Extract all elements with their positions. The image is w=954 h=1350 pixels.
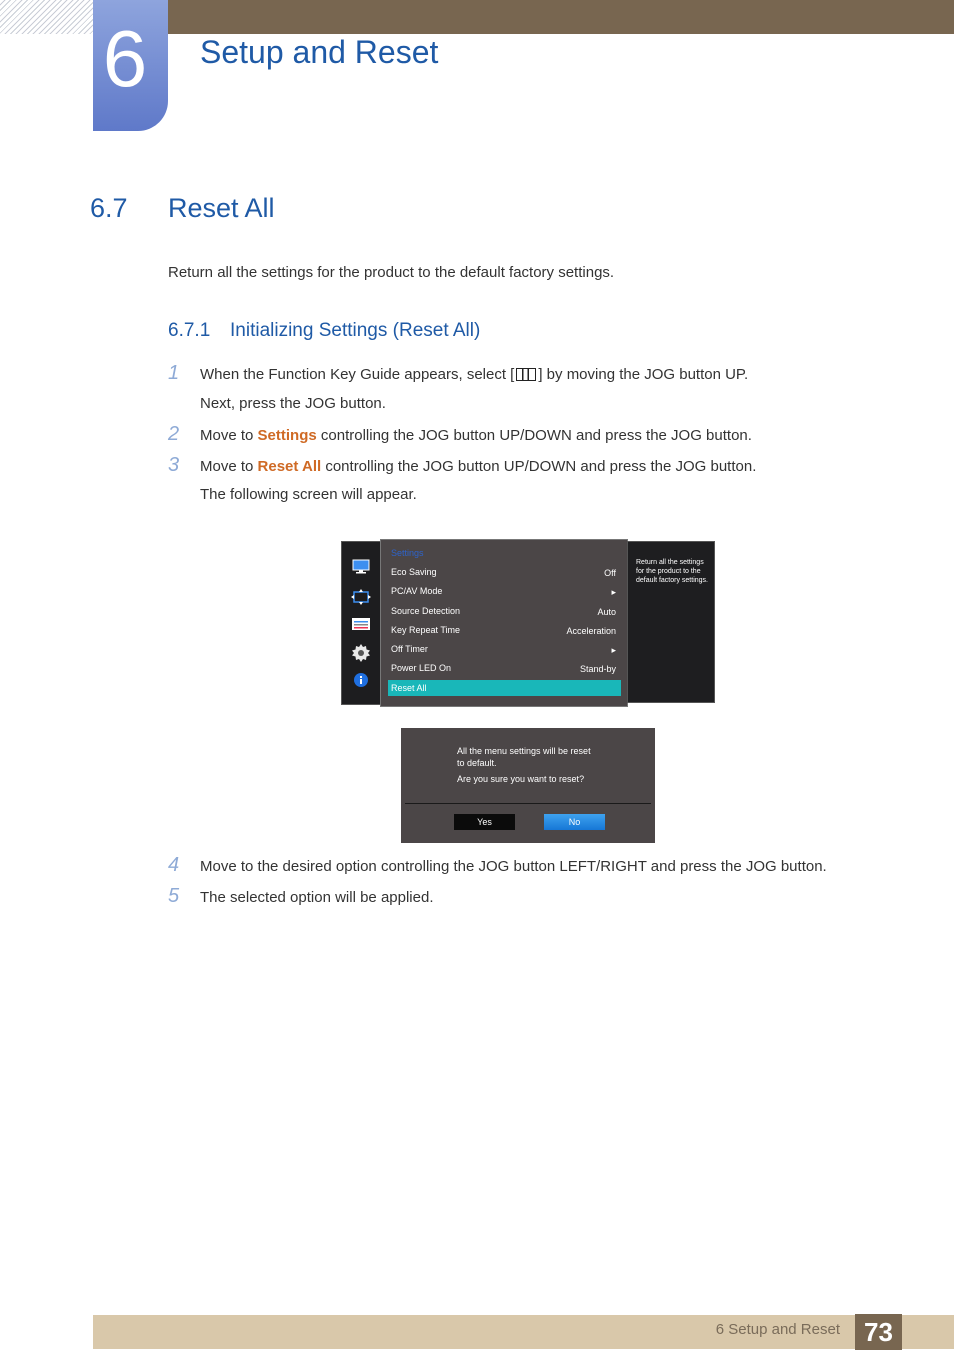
dialog-message-line: All the menu settings will be reset <box>457 746 591 756</box>
step-number-3: 3 <box>168 454 180 476</box>
osd-row-value: Acceleration <box>566 626 616 636</box>
osd-help-line: default factory settings. <box>636 577 708 584</box>
osd-settings-panel <box>380 539 628 707</box>
osd-row-value: Off <box>604 568 616 578</box>
step-text-3-after: controlling the JOG button UP/DOWN and press the JOG button. <box>321 458 757 475</box>
osd-row-value: Stand-by <box>579 664 616 674</box>
dialog-message-line: Are you sure you want to reset? <box>457 774 585 784</box>
osd-row-label: Eco Saving <box>391 567 437 577</box>
osd-row-label: PC/AV Mode <box>391 586 443 596</box>
step-text-1-continuation: Next, press the JOG button. <box>200 395 386 412</box>
osd-heading: Settings <box>391 548 424 558</box>
chapter-number: 6 <box>102 14 148 103</box>
osd-help-text <box>636 558 716 585</box>
step-2-highlight: Settings <box>257 427 317 444</box>
step-text-2-before: Move to <box>200 427 258 444</box>
osd-row-key-repeat-time[interactable] <box>391 622 616 638</box>
osd-row-arrow-icon: ▸ <box>611 587 616 597</box>
step-number-5: 5 <box>168 885 180 907</box>
section-title: Reset All <box>168 193 275 223</box>
step-number-1: 1 <box>168 362 180 384</box>
osd-icon-column <box>341 541 381 705</box>
step-number-4: 4 <box>168 854 180 876</box>
gear-icon[interactable] <box>351 643 371 663</box>
step-text-1-before: When the Function Key Guide appears, select [ <box>200 366 515 383</box>
osd-row-pc-av-mode[interactable] <box>391 583 616 599</box>
step-text-3 <box>200 458 756 475</box>
monitor-icon[interactable] <box>351 559 371 575</box>
osd-row-label: Key Repeat Time <box>391 625 461 635</box>
osd-row-label: Off Timer <box>391 644 428 654</box>
info-icon[interactable] <box>351 672 371 688</box>
osd-row-arrow-icon: ▸ <box>611 645 616 655</box>
section-intro: Return all the settings for the product to the default factory settings. <box>168 264 615 281</box>
size-position-icon[interactable] <box>351 589 371 605</box>
chapter-tab <box>93 0 168 131</box>
step-text-1 <box>200 366 748 383</box>
osd-help-panel <box>627 541 715 703</box>
osd-row-source-detection[interactable] <box>391 603 616 619</box>
yes-button[interactable]: Yes <box>454 814 515 830</box>
osd-help-line: for the product to the <box>636 568 701 575</box>
dialog-divider <box>405 803 651 804</box>
section-number: 6.7 <box>90 193 128 223</box>
menu-icon[interactable] <box>351 616 371 632</box>
step-text-1-after: ] by moving the JOG button UP. <box>538 366 749 383</box>
header-bar <box>168 0 954 34</box>
osd-row-label: Power LED On <box>391 663 452 673</box>
menu-key-icon <box>516 368 536 381</box>
step-text-3-continuation: The following screen will appear. <box>200 486 417 503</box>
osd-help-line: Return all the settings <box>636 559 704 566</box>
osd-row-label: Source Detection <box>391 606 461 616</box>
step-text-4: Move to the desired option controlling the JOG button LEFT/RIGHT and press the JOG button. <box>200 858 827 875</box>
footer-chapter-label: 6 Setup and Reset <box>715 1321 840 1338</box>
step-number-2: 2 <box>168 423 180 445</box>
osd-row-label: Reset All <box>391 683 427 693</box>
osd-row-reset-all[interactable] <box>388 680 621 696</box>
osd-row-eco-saving[interactable] <box>391 564 616 580</box>
osd-row-power-led-on[interactable] <box>391 660 616 676</box>
step-text-2-after: controlling the JOG button UP/DOWN and press the JOG button. <box>316 427 752 444</box>
step-text-5: The selected option will be applied. <box>200 889 434 906</box>
subsection-number: 6.7.1 <box>168 320 211 341</box>
osd-row-value: Auto <box>597 607 616 617</box>
chapter-title: Setup and Reset <box>200 34 439 70</box>
header-hatch-pattern <box>0 0 93 34</box>
page-number: 73 <box>855 1314 902 1350</box>
step-3-highlight: Reset All <box>257 458 322 475</box>
step-text-3-before: Move to <box>200 458 258 475</box>
subsection-title: Initializing Settings (Reset All) <box>230 320 481 341</box>
reset-confirm-dialog <box>401 728 655 843</box>
osd-row-off-timer[interactable] <box>391 641 616 657</box>
dialog-message-line: to default. <box>457 758 497 768</box>
no-button[interactable]: No <box>544 814 605 830</box>
step-text-2 <box>200 427 752 444</box>
